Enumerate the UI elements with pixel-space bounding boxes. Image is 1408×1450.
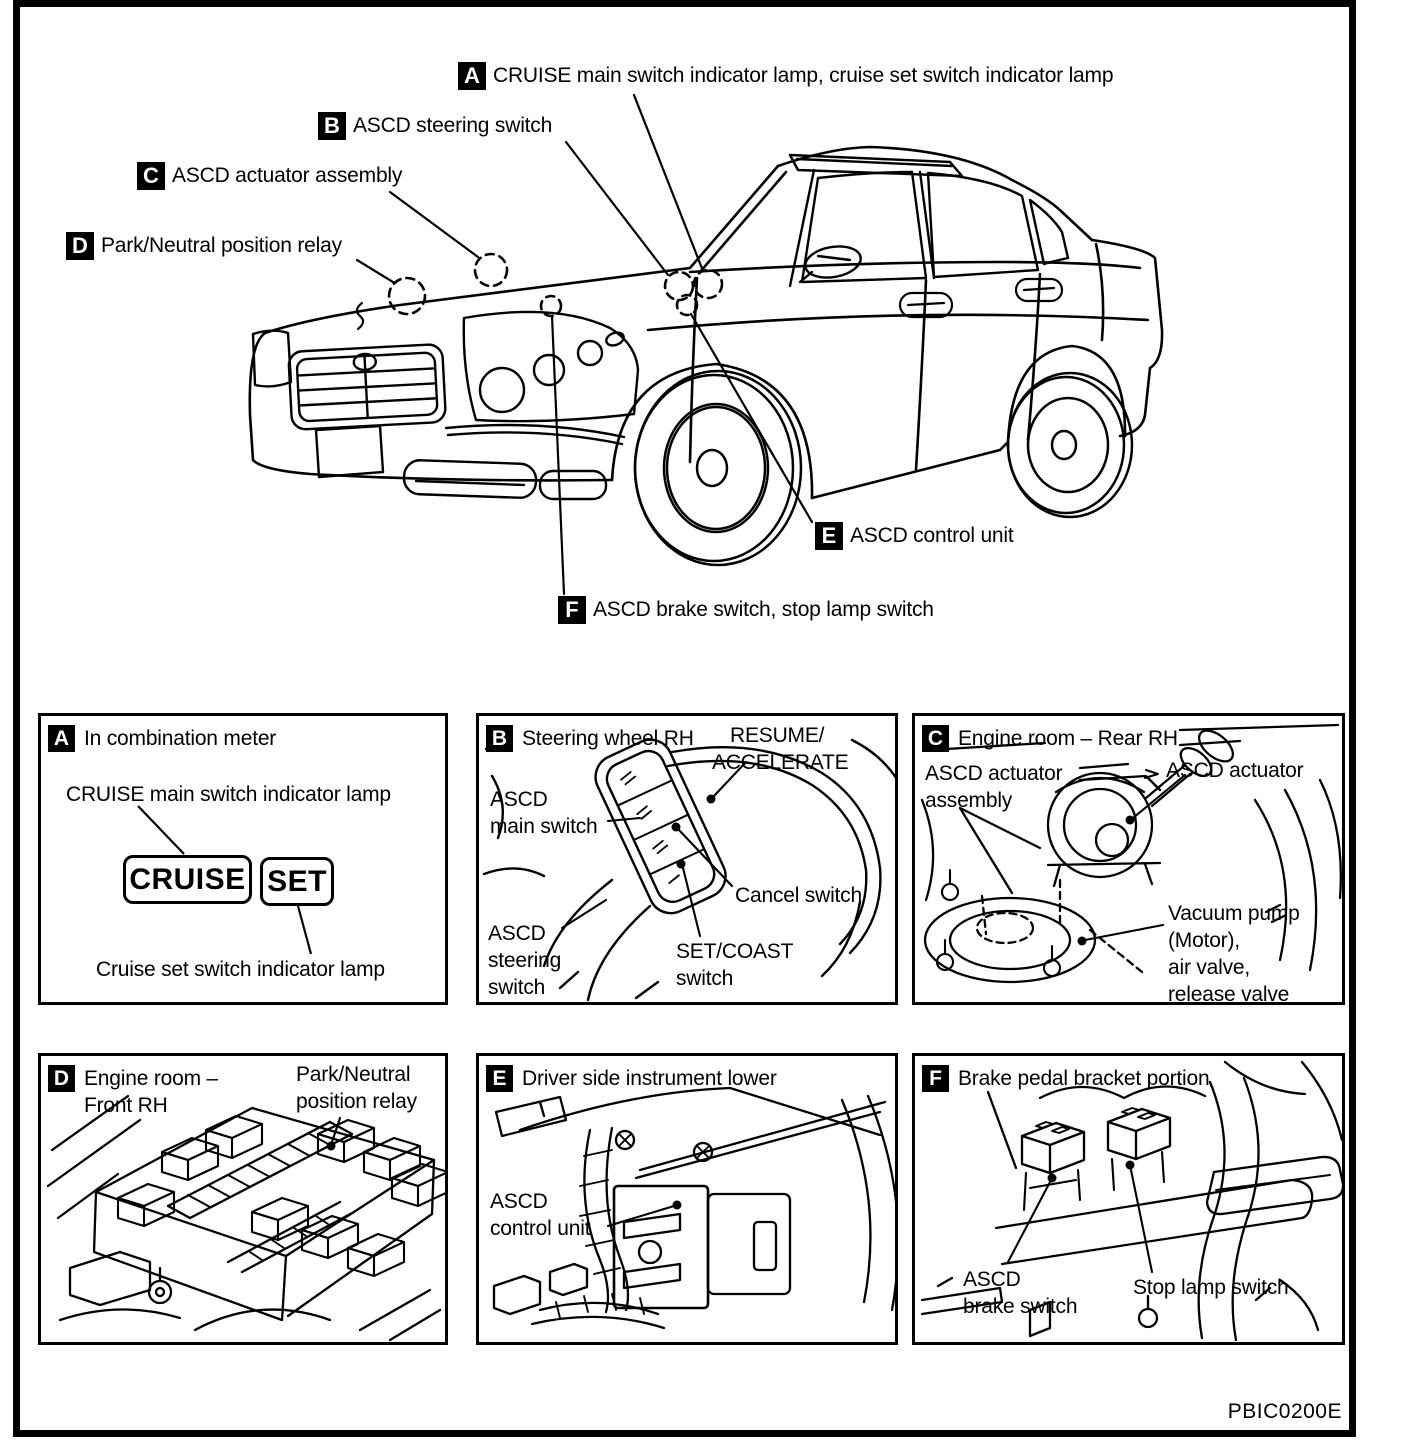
- panel-b-title-text: Steering wheel RH: [522, 727, 694, 750]
- label-ascd-steering-switch: ASCD steering switch: [488, 922, 562, 999]
- panel-d-title: [48, 1065, 218, 1119]
- callout-b-badge: B: [318, 112, 346, 140]
- front-bumper-details: [316, 425, 624, 499]
- callout-e: [815, 522, 1014, 550]
- side-mirror: [800, 242, 863, 282]
- panel-b-badge: B: [486, 725, 513, 752]
- label-cruise-set-lamp: Cruise set switch indicator lamp: [96, 958, 385, 981]
- panel-c-badge: C: [922, 725, 949, 752]
- figure-code: PBIC0200E: [1227, 1400, 1342, 1423]
- label-set-coast-switch: SET/COAST switch: [676, 940, 794, 990]
- callout-f-label: ASCD brake switch, stop lamp switch: [593, 598, 934, 621]
- label-ascd-main-switch: ASCD main switch: [490, 788, 598, 838]
- panel-c-title: [922, 725, 1178, 752]
- callout-f-badge: F: [558, 596, 586, 624]
- panel-f-title-text: Brake pedal bracket portion: [958, 1067, 1210, 1090]
- label-ascd-actuator: ASCD actuator: [1166, 759, 1304, 782]
- cruise-indicator-lamp: CRUISE: [123, 855, 252, 904]
- panel-b-title: [486, 725, 694, 752]
- callout-b: [318, 112, 552, 140]
- panel-e-badge: E: [486, 1065, 513, 1092]
- label-resume-accelerate: RESUME/ ACCELERATE: [712, 724, 849, 774]
- marker-park-neutral-relay: [389, 278, 425, 314]
- callout-a-badge: A: [458, 62, 486, 90]
- panel-a-title: [48, 725, 276, 752]
- callout-e-badge: E: [815, 522, 843, 550]
- marker-ascd-actuator: [475, 254, 507, 286]
- car-windows: [790, 155, 1068, 286]
- label-ascd-control-unit: ASCD control unit: [490, 1190, 591, 1240]
- car-body-outline: [250, 147, 1162, 498]
- set-indicator-lamp: SET: [260, 857, 334, 906]
- panel-d-badge: D: [48, 1065, 75, 1092]
- callout-c-label: ASCD actuator assembly: [172, 164, 403, 187]
- callout-c: [137, 162, 402, 190]
- label-vacuum-pump: Vacuum pump (Motor), air valve, release valve: [1168, 902, 1300, 1006]
- label-ascd-brake-switch: ASCD brake switch: [963, 1268, 1078, 1318]
- panel-f-title: [922, 1065, 1209, 1092]
- label-stop-lamp-switch: Stop lamp switch: [1133, 1276, 1289, 1299]
- callout-d-label: Park/Neutral position relay: [101, 234, 342, 257]
- panel-d-title-line2: Front RH: [84, 1094, 168, 1117]
- front-grille: [288, 344, 446, 430]
- panel-c-title-text: Engine room – Rear RH: [958, 727, 1178, 750]
- panel-e-title: [486, 1065, 777, 1092]
- callout-f: [558, 596, 934, 624]
- marker-indicator-lamps: [694, 270, 722, 298]
- label-park-neutral-relay: Park/Neutral position relay: [296, 1063, 417, 1113]
- callout-b-label: ASCD steering switch: [353, 114, 553, 137]
- callout-c-badge: C: [137, 162, 165, 190]
- front-wheel: [635, 371, 801, 565]
- callout-a-label: CRUISE main switch indicator lamp, cruise set switch indicator lamp: [493, 64, 1114, 87]
- callout-a: [458, 62, 1113, 90]
- panel-a-title-text: In combination meter: [84, 727, 277, 750]
- rear-wheel: [1008, 373, 1132, 517]
- callout-e-label: ASCD control unit: [850, 524, 1014, 547]
- panel-a-badge: A: [48, 725, 75, 752]
- panel-f-badge: F: [922, 1065, 949, 1092]
- hood-emblem: [357, 303, 363, 329]
- label-cruise-main-lamp: CRUISE main switch indicator lamp: [66, 783, 391, 806]
- panel-e-title-text: Driver side instrument lower: [522, 1067, 777, 1090]
- car-illustration: [0, 0, 1408, 700]
- label-cancel-switch: Cancel switch: [735, 884, 862, 907]
- callout-d: [66, 232, 342, 260]
- panel-d-title-line1: Engine room –: [84, 1067, 218, 1090]
- callout-d-badge: D: [66, 232, 94, 260]
- label-actuator-assembly: ASCD actuator assembly: [925, 762, 1063, 812]
